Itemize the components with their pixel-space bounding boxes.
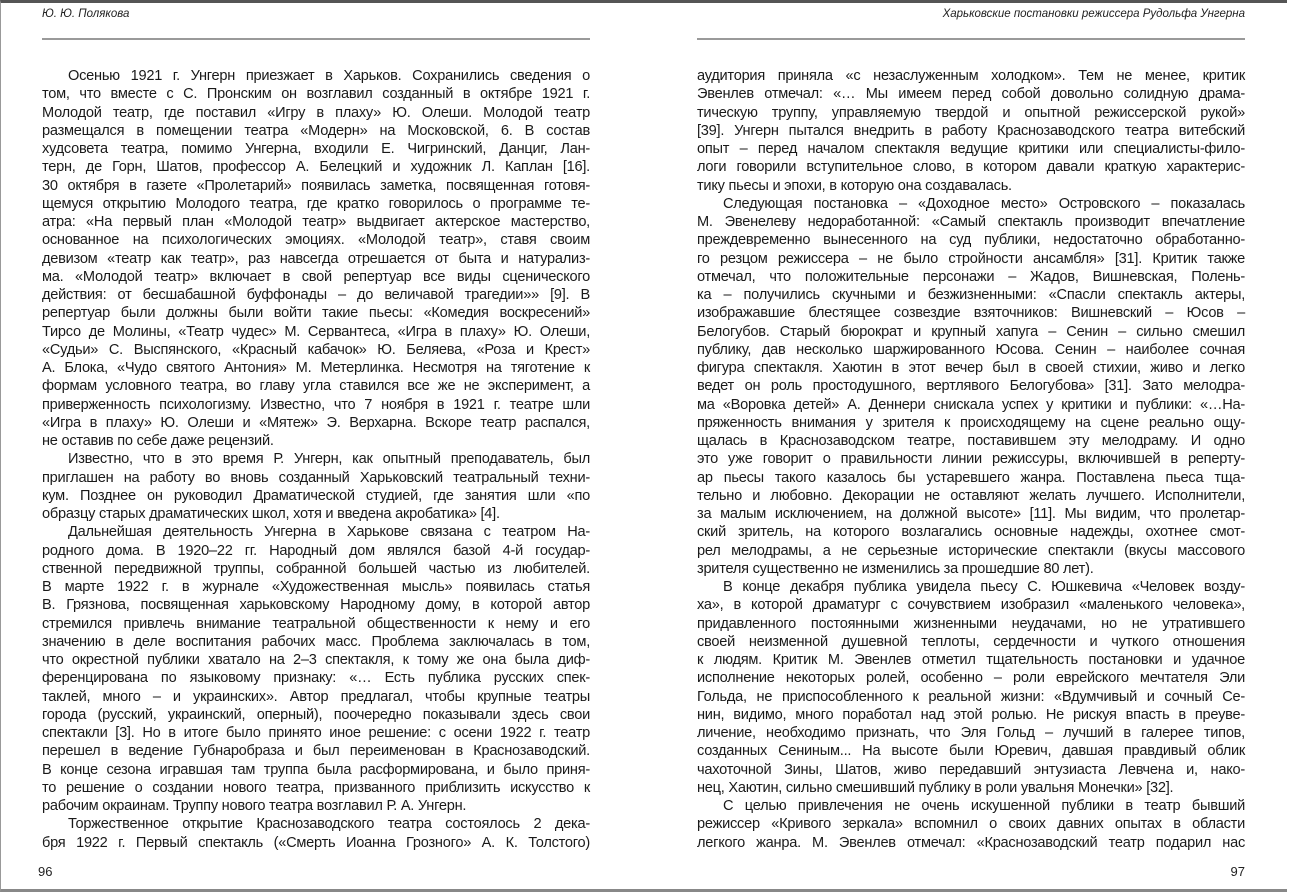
text-line: формам условного театра, во главу угла ставился все же не эксперимент, а	[42, 378, 590, 395]
text-line: личение, необходимо признать, что Эля Гольд – лучший в галерее типов,	[697, 725, 1245, 741]
page-left	[38, 0, 590, 896]
text-line: ведет он роль простодушного, вертлявого Белогубова» [31]. Зато мелодра-	[697, 378, 1245, 395]
text-line: В. Грязнова, посвященная харьковскому Народному дому, в которой автор	[42, 597, 590, 614]
text-line: ственной передвижной труппы, собранной большей частью из любителей.	[42, 560, 590, 577]
text-line: созданных Сениным... На высоте были Юревич, давшая правдивый облик	[697, 743, 1245, 760]
text-line: то решение о создании нового театра, призванного приблизить искусство к	[42, 779, 590, 796]
page-number: 97	[1230, 864, 1245, 879]
text-line: бря 1922 г. Первый спектакль («Смерть Иоанна Грозного» А. К. Толстого)	[42, 834, 590, 851]
text-line: приверженность психологизму. Известно, что 7 ноября в 1921 г. театре шли	[42, 396, 590, 413]
text-line: ка – получились скучными и безжизненными: «Спасли спектакль актеры,	[697, 287, 1245, 303]
text-line: отмечал, что положительные персонажи – Жадов, Вишневская, Полень-	[697, 268, 1245, 285]
paragraph	[42, 450, 590, 523]
page-body	[42, 67, 590, 852]
text-line: действия: от бесшабашной буффонады – до величавой трагедии»» [9]. В	[42, 287, 590, 303]
text-line: города (русский, украинский, оперный), поочередно показывали здесь свои	[42, 706, 590, 723]
text-line: значению в деле воспитания рабочих масс. Проблема заключалась в том,	[42, 633, 590, 650]
text-line: «Судьи» С. Выспянского, «Красный кабачок» Ю. Беляева, «Роза и Крест»	[42, 341, 590, 358]
text-line: репертуар были должны были войти такие пьесы: «Комедия воскресений»	[42, 305, 590, 322]
text-line: преждевременно вынесенного на суд публики, недостаточно обработанно-	[697, 232, 1245, 249]
text-line: придавленного постоянными жизненными неудачами, но не утратившего	[697, 615, 1245, 632]
text-line: размещался в помещении театра «Модерн» на Московской, 6. В состав	[42, 122, 590, 139]
paragraph	[697, 578, 1245, 797]
text-line: исполнение некоторых ролей, особенно – роли еврейского мечтателя Эли	[697, 670, 1245, 687]
text-line: что окрестной публики хватало на 2–3 спектакля, к тому же она была диф-	[42, 652, 590, 668]
running-head-author: Ю. Ю. Полякова	[42, 8, 130, 20]
paragraph	[697, 67, 1245, 195]
text-line: это уже говорит о правильности линии режиссуры, включившей в реперту-	[697, 451, 1245, 468]
text-line: таклей, много – и украинских». Автор предлагал, чтобы крупные театры	[42, 688, 590, 705]
text-line: Эвенлев отмечал: «… Мы имеем перед собой довольно солидную драма-	[697, 86, 1245, 103]
text-line: тическую труппу, управляемую твердой и опытной режиссерской рукой»	[697, 104, 1245, 121]
text-line: Осенью 1921 г. Унгерн приезжает в Харьков. Сохранились сведения о	[68, 68, 590, 84]
text-line: девизом «театр как театр», раз навсегда отрешается от быта и натурализ-	[42, 250, 590, 267]
text-line: терн, де Горн, Шатов, профессор А. Белецкий и художник Л. Каплан [16].	[42, 159, 590, 176]
text-line: ференцирована по языковому признаку: «… Есть публика русских спек-	[42, 670, 590, 687]
text-line: кум. Позднее он руководил Драматической студией, где занятия шли «по	[42, 487, 590, 504]
header-rule	[697, 38, 1245, 40]
text-line: не оставив по себе даже рецензий.	[42, 433, 274, 449]
text-line: аудитория приняла «с незаслуженным холодком». Тем не менее, критик	[697, 68, 1245, 84]
paragraph	[42, 523, 590, 815]
text-line: ха», в которой драматург с сочувствием изобразил «маленького человека»,	[697, 597, 1245, 614]
text-line: М. Эвенелеву недоработанной: «Самый спектакль производит впечатление	[697, 214, 1245, 230]
text-line: Дальнейшая деятельность Унгерна в Харькове связана с театром На-	[68, 524, 590, 541]
text-line: В конце сезона игравшая там труппа была расформирована, и было приня-	[42, 761, 590, 778]
text-line: В марте 1922 г. в журнале «Художественная мысль» появилась статья	[42, 579, 590, 595]
text-line: ар пьесы такого казалось бы устаревшего жанра. Поставлена пьеса тща-	[697, 469, 1245, 486]
text-line: Гольда, не приспособленного к реальной жизни: «Вдумчивый и сочный Се-	[697, 688, 1245, 705]
paragraph	[697, 195, 1245, 578]
text-line: Белогубов. Старый бюрократ и крупный хапуга – Сенин – сильно смешил	[697, 323, 1245, 340]
text-line: Молодой театр, где поставил «Игру в плаху» Ю. Олеши. Молодой театр	[42, 104, 590, 121]
text-line: фигура спектакля. Хаютин в этот вечер был в своей стихии, живо и легко	[697, 360, 1245, 376]
page-right	[697, 0, 1245, 896]
text-line: стремился привлечь внимание театральной общественности к нему и его	[42, 615, 590, 632]
text-line: С целью привлечения не очень искушенной публики в театр бывший	[723, 798, 1245, 814]
text-line: А. Блока, «Чудо святого Антония» М. Метерлинка. Несмотря на тяготение к	[42, 360, 590, 376]
header-rule	[42, 38, 590, 40]
text-line: режиссер «Кривого зеркала» вспомнил о своих давних опытах в области	[697, 816, 1245, 833]
paragraph	[42, 815, 590, 852]
text-line: [39]. Унгерн пытался внедрить в работу Краснозаводского театра витебский	[697, 122, 1245, 139]
text-line: атра: «На первый план «Молодой театр» выдвигает актерское мастерство,	[42, 214, 590, 230]
text-line: нец, Хаютин, сильно смешивший публику в роли увальня Монечки» [32].	[697, 779, 1174, 796]
text-line: Следующая постановка – «Доходное место» Островского – показалась	[723, 195, 1245, 212]
text-line: логи говорили вступительное слово, в котором давали краткую характерис-	[697, 159, 1245, 176]
text-line: щемуся открытию Молодого театра, где кратко говорилось о программе те-	[42, 195, 590, 212]
text-line: рабочим окраинам. Труппу нового театра возглавил Р. А. Унгерн.	[42, 798, 467, 814]
text-line: за малым исключением, на должной высоте» [11]. Мы видим, что пролетар-	[697, 506, 1245, 522]
text-line: своей неизменной душевной теплоты, сердечности и чуткого отношения	[697, 633, 1245, 650]
paragraph	[697, 797, 1245, 852]
text-line: опыт – перед началом спектакля ведущие критики или специалисты-фило-	[697, 141, 1245, 157]
text-line: Торжественное открытие Краснозаводского театра состоялось 2 дека-	[68, 816, 590, 833]
text-line: спектакли [3]. Но в итоге было принято иное решение: с осени 1922 г. театр	[42, 725, 590, 741]
text-line: рел мелодрамы, а не серьезные исторические спектакли (вкусы массового	[697, 542, 1245, 559]
text-line: чахоточной Зины, Шатов, живо передавший энтузиаста Левчена и, нако-	[697, 761, 1245, 778]
text-line: Известно, что в это время Р. Унгерн, как опытный преподаватель, был	[68, 451, 590, 468]
page-body	[697, 67, 1245, 852]
text-line: тельно и любовно. Декорации не оставляют желать лучшего. Исполнители,	[697, 487, 1245, 504]
text-line: зрителя существенно не изменились за прошедшие 80 лет).	[697, 560, 1094, 577]
text-line: нин, видимо, много поработал над этой ролью. Не рискуя впасть в преуве-	[697, 706, 1245, 723]
text-line: публику, дав несколько шаржированного Юсова. Сенин – наиболее сочная	[697, 341, 1245, 358]
text-line: Тирсо де Молины, «Театр чудес» М. Сервантеса, «Игра в плаху» Ю. Олеши,	[42, 323, 590, 340]
text-line: тику пьесы и эпохи, в которую она создавалась.	[697, 177, 1012, 194]
text-line: легкого жанра. М. Эвенлев отмечал: «Краснозаводский театр подарил нас	[697, 834, 1245, 851]
text-line: изображавшие блестящее созвездие взяточников: Вишневский – Юсов –	[697, 305, 1245, 322]
text-line: «Игра в плаху» Ю. Олеши и «Мятеж» Э. Верхарна. Вскоре театр распался,	[42, 414, 590, 431]
text-line: ма. «Молодой театр» включает в свой репертуар все виды сценического	[42, 268, 590, 285]
text-line: го резцом режиссера – не было стройности ансамбля» [31]. Критик также	[697, 250, 1245, 267]
text-line: В конце декабря публика увидела пьесу С. Юшкевича «Человек возду-	[723, 579, 1245, 595]
text-line: худсовета театра, помимо Унгерна, входили Е. Чигринский, Данциг, Лан-	[42, 141, 590, 157]
text-line: перешел в ведение Губнаробраза и был переименован в Краснозаводский.	[42, 743, 590, 760]
text-line: пряженность внимания у зрителя к происходящему на сцене реально ощу-	[697, 414, 1245, 431]
text-line: том, что вместе с С. Пронским он возглавил созданный в октябре 1921 г.	[42, 86, 590, 103]
paragraph	[42, 67, 590, 450]
page-number: 96	[38, 864, 53, 879]
text-line: образцу старых драматических школ, хотя и введена акробатика» [4].	[42, 506, 500, 522]
running-head-title: Харьковские постановки режиссера Рудольфа Унгерна	[942, 8, 1245, 20]
text-line: щалась в Краснозаводском театре, поставившем эту мелодраму. И одно	[697, 433, 1245, 449]
text-line: основанное на психологических эмоциях. «Молодой театр», ставя своим	[42, 232, 590, 249]
text-line: ский зритель, на которого возлагались основные надежды, охотнее смот-	[697, 524, 1245, 541]
text-line: приглашен на работу во вновь созданный Харьковский театральный техни-	[42, 469, 590, 486]
text-line: 30 октября в газете «Пролетарий» появилась заметка, посвященная готовя-	[42, 177, 590, 194]
text-line: ма «Воровка детей» А. Деннери снискала успех у критики и публики: «…На-	[697, 396, 1245, 413]
text-line: к людям. Критик М. Эвенлев отметил тщательность постановки и удачное	[697, 652, 1245, 668]
text-line: родного дома. В 1920–22 гг. Народный дом являлся базой 4-й государ-	[42, 542, 590, 559]
